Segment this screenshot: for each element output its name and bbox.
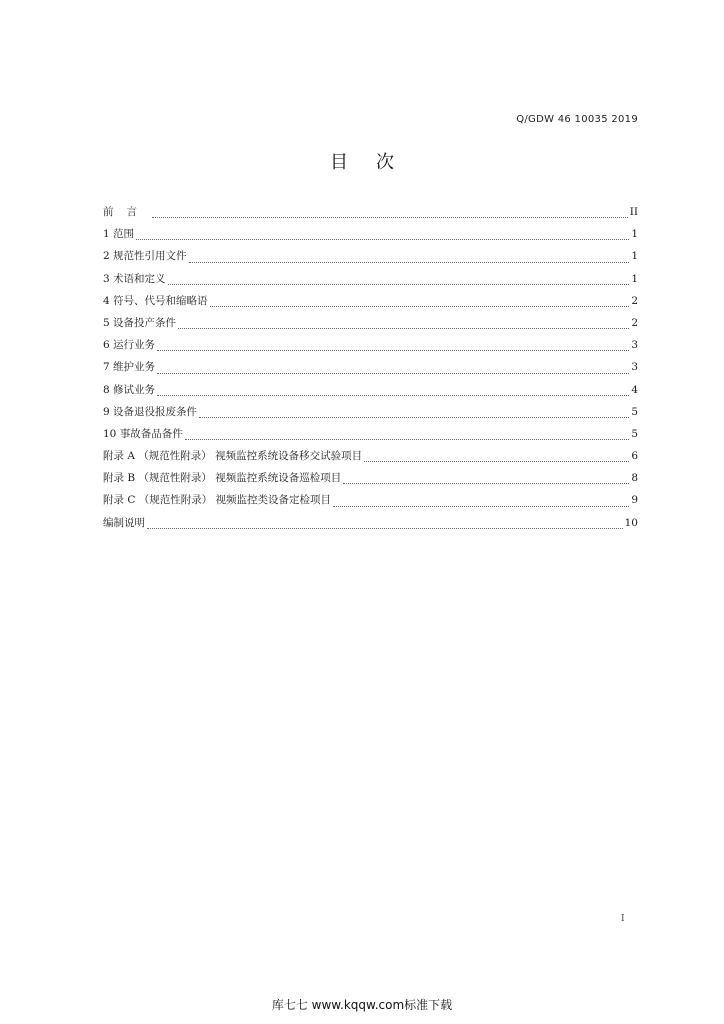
toc-entry-page: 1 (631, 228, 638, 241)
toc-entry-page: 9 (631, 494, 638, 507)
toc-leader-dots (364, 461, 629, 462)
footer-watermark: 库七七 www.kqqw.com标准下载 (271, 998, 453, 1012)
toc-entry-page: 10 (624, 516, 638, 529)
toc-entry-label: 6 运行业务 (103, 339, 156, 352)
toc-entry-label: 5 设备投产条件 (103, 316, 177, 329)
toc-entry-commissioning-conditions[interactable] (103, 314, 638, 336)
toc-entry-label: 7 维护业务 (103, 361, 156, 374)
toc-entry-label: 附录 C （规范性附录） 视频监控类设备定检项目 (103, 494, 332, 507)
toc-entry-label: 1 范围 (103, 228, 135, 241)
toc-entry-label: 2 规范性引用文件 (103, 250, 187, 263)
toc-entry-scope[interactable] (103, 225, 638, 247)
toc-entry-page: 8 (631, 472, 638, 485)
toc-entry-appendix-c[interactable] (103, 491, 638, 513)
page-number: I (621, 914, 625, 924)
toc-entry-page: 2 (631, 316, 638, 329)
toc-leader-dots (147, 528, 623, 529)
toc-entry-normative-references[interactable] (103, 247, 638, 269)
toc-leader-dots (157, 395, 629, 396)
toc-entry-label: 8 修试业务 (103, 383, 156, 396)
toc-entry-label: 附录 B （规范性附录） 视频监控系统设备巡检项目 (103, 472, 342, 485)
toc-entry-page: 3 (631, 361, 638, 374)
document-code: Q/GDW 46 10035 2019 (516, 114, 638, 125)
toc-entry-page: 5 (631, 427, 638, 440)
toc-entry-label: 9 设备退役报废条件 (103, 405, 198, 418)
toc-entry-operation[interactable] (103, 336, 638, 358)
toc-entry-repair-testing[interactable] (103, 381, 638, 403)
toc-entry-page: 3 (631, 339, 638, 352)
toc-entry-symbols-abbreviations[interactable] (103, 292, 638, 314)
toc-leader-dots (168, 284, 630, 285)
toc-leader-dots (157, 373, 629, 374)
toc-leader-dots (136, 239, 629, 240)
toc-entry-label: 附录 A （规范性附录） 视频监控系统设备移交试验项目 (103, 450, 363, 463)
toc-entry-spare-parts[interactable] (103, 425, 638, 447)
toc-leader-dots (343, 483, 629, 484)
toc-leader-dots (189, 262, 630, 263)
toc-entry-appendix-b[interactable] (103, 469, 638, 491)
toc-entry-label: 3 术语和定义 (103, 272, 166, 285)
toc-entry-appendix-a[interactable] (103, 447, 638, 469)
toc-leader-dots (185, 439, 630, 440)
toc-entry-compilation-notes[interactable] (103, 514, 638, 536)
toc-entry-maintenance[interactable] (103, 358, 638, 380)
toc-entry-page: 6 (631, 450, 638, 463)
toc-entry-page: 1 (631, 272, 638, 285)
toc-entry-label: 编制说明 (103, 516, 145, 529)
toc-entry-foreword[interactable] (103, 203, 638, 225)
toc-entry-terms-definitions[interactable] (103, 270, 638, 292)
toc-leader-dots (199, 417, 629, 418)
page-title: 目次 (330, 152, 422, 173)
table-of-contents (103, 203, 638, 536)
toc-leader-dots (210, 306, 630, 307)
toc-entry-label: 4 符号、代号和缩略语 (103, 294, 208, 307)
toc-leader-dots (333, 506, 629, 507)
toc-entry-label: 前言 (103, 206, 150, 218)
toc-entry-retirement-conditions[interactable] (103, 403, 638, 425)
toc-entry-page: II (629, 206, 638, 218)
toc-entry-page: 4 (631, 383, 638, 396)
toc-entry-label: 10 事故备品备件 (103, 427, 183, 440)
toc-entry-page: 2 (631, 294, 638, 307)
toc-entry-page: 5 (631, 405, 638, 418)
toc-leader-dots (178, 328, 629, 329)
toc-leader-dots (152, 217, 628, 218)
toc-entry-page: 1 (631, 250, 638, 263)
toc-leader-dots (157, 350, 629, 351)
